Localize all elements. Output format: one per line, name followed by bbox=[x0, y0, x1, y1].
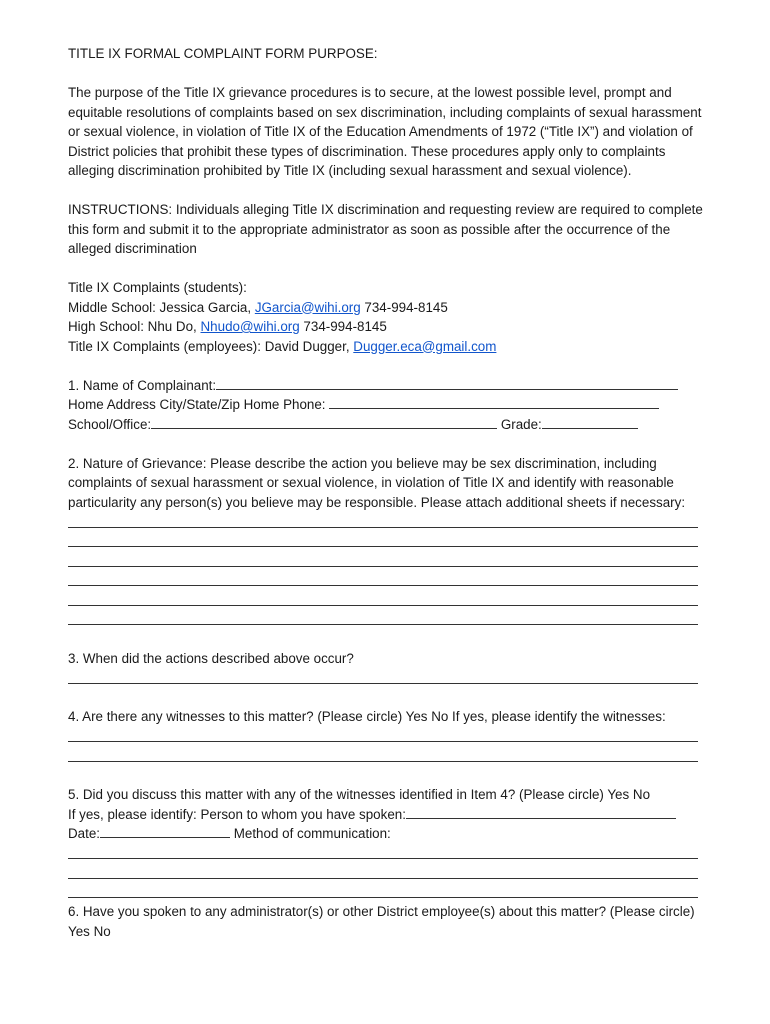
actions-date-answer-line[interactable] bbox=[68, 668, 708, 688]
grievance-answer-line[interactable] bbox=[68, 610, 708, 630]
form-title: TITLE IX FORMAL COMPLAINT FORM PURPOSE: bbox=[68, 46, 378, 61]
person-spoken-field[interactable] bbox=[406, 806, 676, 819]
grievance-answer-line[interactable] bbox=[68, 532, 708, 552]
date-method-row: Date: Method of communication: bbox=[68, 826, 391, 841]
employees-contact: Title IX Complaints (employees): David Dugger, Dugger.eca@gmail.com bbox=[68, 338, 497, 354]
middle-school-contact: Middle School: Jessica Garcia, JGarcia@wihi.org 734-994-8145 bbox=[68, 299, 448, 315]
grade-field[interactable] bbox=[542, 416, 638, 429]
discussion-date-field[interactable] bbox=[100, 825, 230, 838]
administrator-question: 6. Have you spoken to any administrator(s) or other District employee(s) about this matter? (Please circle) Yes No bbox=[68, 904, 695, 939]
middle-school-email-link[interactable]: JGarcia@wihi.org bbox=[254, 299, 361, 315]
grievance-answer-line[interactable] bbox=[68, 571, 708, 591]
purpose-paragraph: The purpose of the Title IX grievance procedures is to secure, at the lowest possible level, prompt and equitable resolutions of complaints based on sex discrimination, including complaints of sexual harassment or sexual violence, in violation of Title IX of the Education Amendments of 1972 (“Title IX”) and violation of District policies that prohibit these types of discrimination. These procedures apply only to complaints alleging discrimination prohibited by Title IX (including sexual harassment and sexual violence). bbox=[68, 85, 702, 178]
actions-date-question: 3. When did the actions described above occur? bbox=[68, 650, 354, 666]
home-address-field[interactable] bbox=[329, 396, 659, 409]
instructions-paragraph: INSTRUCTIONS: Individuals alleging Title IX discrimination and requesting review are required to complete this form and submit it to the appropriate administrator as soon as possible after the occurrence of the alleged discrimination bbox=[68, 202, 703, 256]
grievance-answer-line[interactable] bbox=[68, 512, 708, 532]
grievance-answer-line[interactable] bbox=[68, 551, 708, 571]
employees-email-link[interactable]: Dugger.eca@gmail.com bbox=[353, 338, 497, 354]
witnesses-answer-line[interactable] bbox=[68, 727, 708, 747]
method-answer-line[interactable] bbox=[68, 844, 708, 864]
high-school-contact: High School: Nhu Do, Nhudo@wihi.org 734-994-8145 bbox=[68, 319, 387, 334]
form-content bbox=[68, 44, 708, 941]
complainant-name-row: 1. Name of Complainant: bbox=[68, 376, 708, 396]
grievance-answer-line[interactable] bbox=[68, 590, 708, 610]
high-school-email-link[interactable]: Nhudo@wihi.org bbox=[200, 319, 300, 334]
school-office-field[interactable] bbox=[151, 416, 497, 429]
witnesses-question: 4. Are there any witnesses to this matter? (Please circle) Yes No If yes, please identify the witnesses: bbox=[68, 709, 666, 724]
school-office-row: School/Office: Grade: bbox=[68, 415, 708, 435]
students-heading: Title IX Complaints (students): bbox=[68, 280, 247, 295]
grievance-question: 2. Nature of Grievance: Please describe the action you believe may be sex discrimination, including complaints of sexual harassment or sexual violence, in violation of Title IX and identify with reasonable particularity any person(s) you believe may be responsible. Please attach additional sheets if necessary: bbox=[68, 455, 686, 510]
complainant-name-field[interactable] bbox=[216, 377, 678, 390]
person-spoken-row: If yes, please identify: Person to whom you have spoken: bbox=[68, 805, 708, 825]
witnesses-answer-line[interactable] bbox=[68, 746, 708, 766]
method-answer-line[interactable] bbox=[68, 883, 708, 903]
home-address-row: Home Address City/State/Zip Home Phone: bbox=[68, 395, 708, 415]
discussion-question: 5. Did you discuss this matter with any of the witnesses identified in Item 4? (Please circle) Yes No bbox=[68, 787, 651, 802]
method-answer-line[interactable] bbox=[68, 863, 708, 883]
